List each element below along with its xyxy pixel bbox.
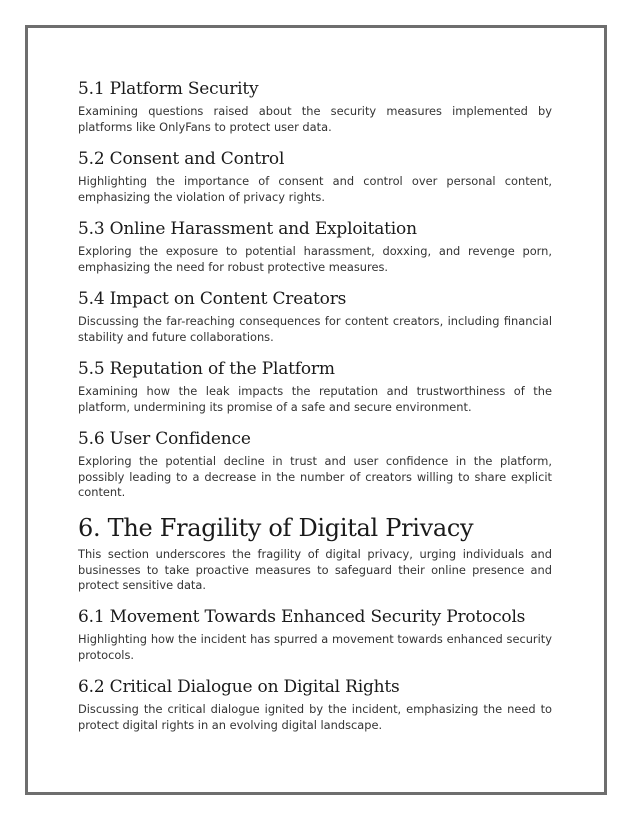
section-heading: 6.2 Critical Dialogue on Digital Rights	[78, 677, 400, 697]
section-body: Exploring the potential decline in trust and user confidence in the platform, possibly leading to a decrease in the number of creators willing to share explicit content.	[78, 454, 552, 499]
section-5-1	[78, 78, 552, 135]
section-6-2	[78, 676, 552, 733]
section-heading: 5.1 Platform Security	[78, 79, 259, 99]
section-5-5	[78, 358, 552, 415]
section-heading: 5.5 Reputation of the Platform	[78, 359, 335, 379]
section-5-2	[78, 148, 552, 205]
page-frame	[25, 25, 607, 795]
section-6	[78, 513, 552, 594]
section-body: This section underscores the fragility of digital privacy, urging individuals and businesses to take proactive measures to safeguard their online presence and protect sensitive data.	[78, 547, 552, 592]
section-5-6	[78, 428, 552, 501]
section-body: Highlighting the importance of consent and control over personal content, emphasizing the violation of privacy rights.	[78, 174, 552, 204]
section-body: Exploring the exposure to potential harassment, doxxing, and revenge porn, emphasizing the need for robust protective measures.	[78, 244, 552, 274]
section-body: Examining questions raised about the security measures implemented by platforms like OnlyFans to protect user data.	[78, 104, 552, 134]
section-heading: 5.2 Consent and Control	[78, 149, 285, 169]
section-5-4	[78, 288, 552, 345]
section-heading: 5.6 User Confidence	[78, 429, 251, 449]
section-5-3	[78, 218, 552, 275]
section-body: Highlighting how the incident has spurred a movement towards enhanced security protocols.	[78, 632, 552, 662]
section-heading: 5.4 Impact on Content Creators	[78, 289, 347, 309]
section-heading: 6.1 Movement Towards Enhanced Security Protocols	[78, 607, 526, 627]
section-body: Discussing the far-reaching consequences for content creators, including financial stability and future collaborations.	[78, 314, 552, 344]
section-6-1	[78, 606, 552, 663]
section-body: Examining how the leak impacts the reputation and trustworthiness of the platform, undermining its promise of a safe and secure environment.	[78, 384, 552, 414]
section-heading: 5.3 Online Harassment and Exploitation	[78, 219, 417, 239]
chapter-heading: 6. The Fragility of Digital Privacy	[78, 514, 474, 542]
section-body: Discussing the critical dialogue ignited by the incident, emphasizing the need to protect digital rights in an evolving digital landscape.	[78, 702, 552, 732]
